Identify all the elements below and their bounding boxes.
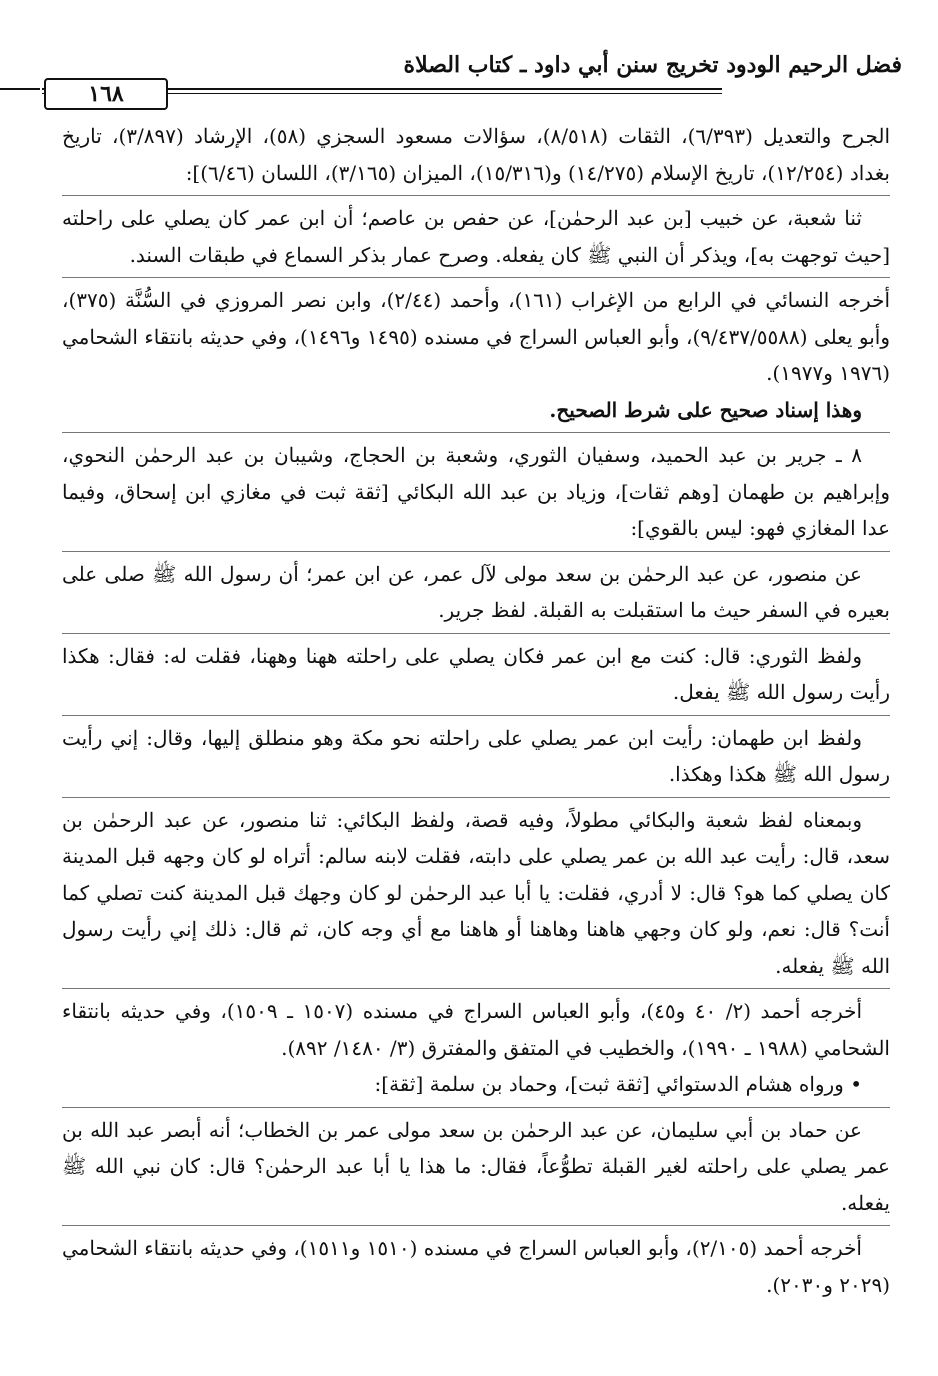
paragraph: • ورواه هشام الدستوائي [ثقة ثبت]، وحماد بن سلمة [ثقة]:: [374, 1072, 862, 1096]
page-header: [42, 52, 902, 107]
paragraph: عن منصور، عن عبد الرحمٰن بن سعد مولى لآل عمر، عن ابن عمر؛ أن رسول الله ﷺ صلى على بعيره في السفر حيث ما استقبلت به القبلة. لفظ جرير.: [62, 561, 890, 622]
divider: [62, 1225, 890, 1226]
paragraph: أخرجه أحمد (٢/ ٤٠ و٤٥)، وأبو العباس السراج في مسنده (١٥٠٧ ـ ١٥٠٩)، وفي حديثه بانتقاء الشحامي (١٩٨٨ ـ ١٩٩٠)، والخطيب في المتفق والمفترق (٣/ ١٤٨٠/ ٨٩٢).: [62, 999, 890, 1060]
paragraph: ثنا شعبة، عن خبيب [بن عبد الرحمٰن]، عن حفص بن عاصم؛ أن ابن عمر كان يصلي على راحلته [حيث توجهت به]، ويذكر أن النبي ﷺ كان يفعله. وصرح عمار بذكر السماع في طبقات السند.: [62, 206, 890, 267]
paragraph: ولفظ الثوري: قال: كنت مع ابن عمر فكان يصلي على راحلته ههنا وههنا، فقلت له: فقال: هكذا رأيت رسول الله ﷺ يفعل.: [62, 643, 890, 704]
divider: [62, 715, 890, 716]
paragraph: وهذا إسناد صحيح على شرط الصحيح.: [549, 397, 862, 422]
divider: [62, 633, 890, 634]
divider: [62, 988, 890, 989]
page-body: [62, 118, 890, 1303]
paragraph: أخرجه أحمد (٢/١٠٥)، وأبو العباس السراج في مسنده (١٥١٠ و١٥١١)، وفي حديثه بانتقاء الشحامي (٢٠٢٩ و٢٠٣٠).: [62, 1236, 890, 1297]
paragraph: عن حماد بن أبي سليمان، عن عبد الرحمٰن بن سعد مولى عمر بن الخطاب؛ أنه أبصر عبد الله بن عمر يصلي على راحلته لغير القبلة تطوُّعاً، فقال: ما هذا يا أبا عبد الرحمٰن؟ قال: كان نبي الله ﷺ يفعله.: [62, 1117, 890, 1215]
divider: [62, 432, 890, 433]
divider: [62, 551, 890, 552]
paragraph: الجرح والتعديل (٦/٣٩٣)، الثقات (٨/٥١٨)، سؤالات مسعود السجزي (٥٨)، الإرشاد (٣/٨٩٧)، تاريخ بغداد (١٢/٢٥٤)، تاريخ الإسلام (١٤/٢٧٥) و(١٥/٣١٦)، الميزان (٣/١٦٥)، اللسان (٦/٤٦)]:: [62, 124, 891, 185]
divider: [62, 1107, 890, 1108]
header-rule: [0, 88, 40, 90]
running-title: فضل الرحيم الودود تخريج سنن أبي داود ـ كتاب الصلاة: [403, 52, 902, 78]
paragraph: وبمعناه لفظ شعبة والبكائي مطولاً، وفيه قصة، ولفظ البكائي: ثنا منصور، عن عبد الرحمٰن بن سعد، قال: رأيت عبد الله بن عمر يصلي على دابته، فقلت لابنه سالم: أتراه لو كان وجهه قبل المدينة كان يصلي كما هو؟ قال: لا أدري، فقلت: يا أبا عبد الرحمٰن لو كان وجهك قبل المدينة كنت تصلي كما أنت؟ قال: نعم، ولو كان وجهي هاهنا وهاهنا أو هاهنا مع أي وجه كان، ثم قال: ذلك إني رأيت رسول الله ﷺ يفعله.: [62, 807, 890, 978]
divider: [62, 195, 890, 196]
paragraph: ولفظ ابن طهمان: رأيت ابن عمر يصلي على راحلته نحو مكة وهو منطلق إليها، وقال: إني رأيت رسول الله ﷺ هكذا وهكذا.: [62, 725, 890, 786]
paragraph: ٨ ـ جرير بن عبد الحميد، وسفيان الثوري، وشعبة بن الحجاج، وشيبان بن عبد الرحمٰن النحوي، وإبراهيم بن طهمان [وهم ثقات]، وزياد بن عبد الله البكائي [ثقة ثبت في مغازي ابن إسحاق، وفيما عدا المغازي فهو: ليس بالقوي]:: [62, 443, 890, 540]
paragraph: أخرجه النسائي في الرابع من الإغراب (١٦١)، وأحمد (٢/٤٤)، وابن نصر المروزي في السُّنَّة (٣٧٥)، وأبو يعلى (٩/٤٣٧/٥٥٨٨)، وأبو العباس السراج في مسنده (١٤٩٥ و١٤٩٦)، وفي حديثه بانتقاء الشحامي (١٩٧٦ و١٩٧٧).: [62, 288, 890, 385]
divider: [62, 797, 890, 798]
divider: [62, 277, 890, 278]
page-number: ١٦٨: [44, 78, 168, 110]
